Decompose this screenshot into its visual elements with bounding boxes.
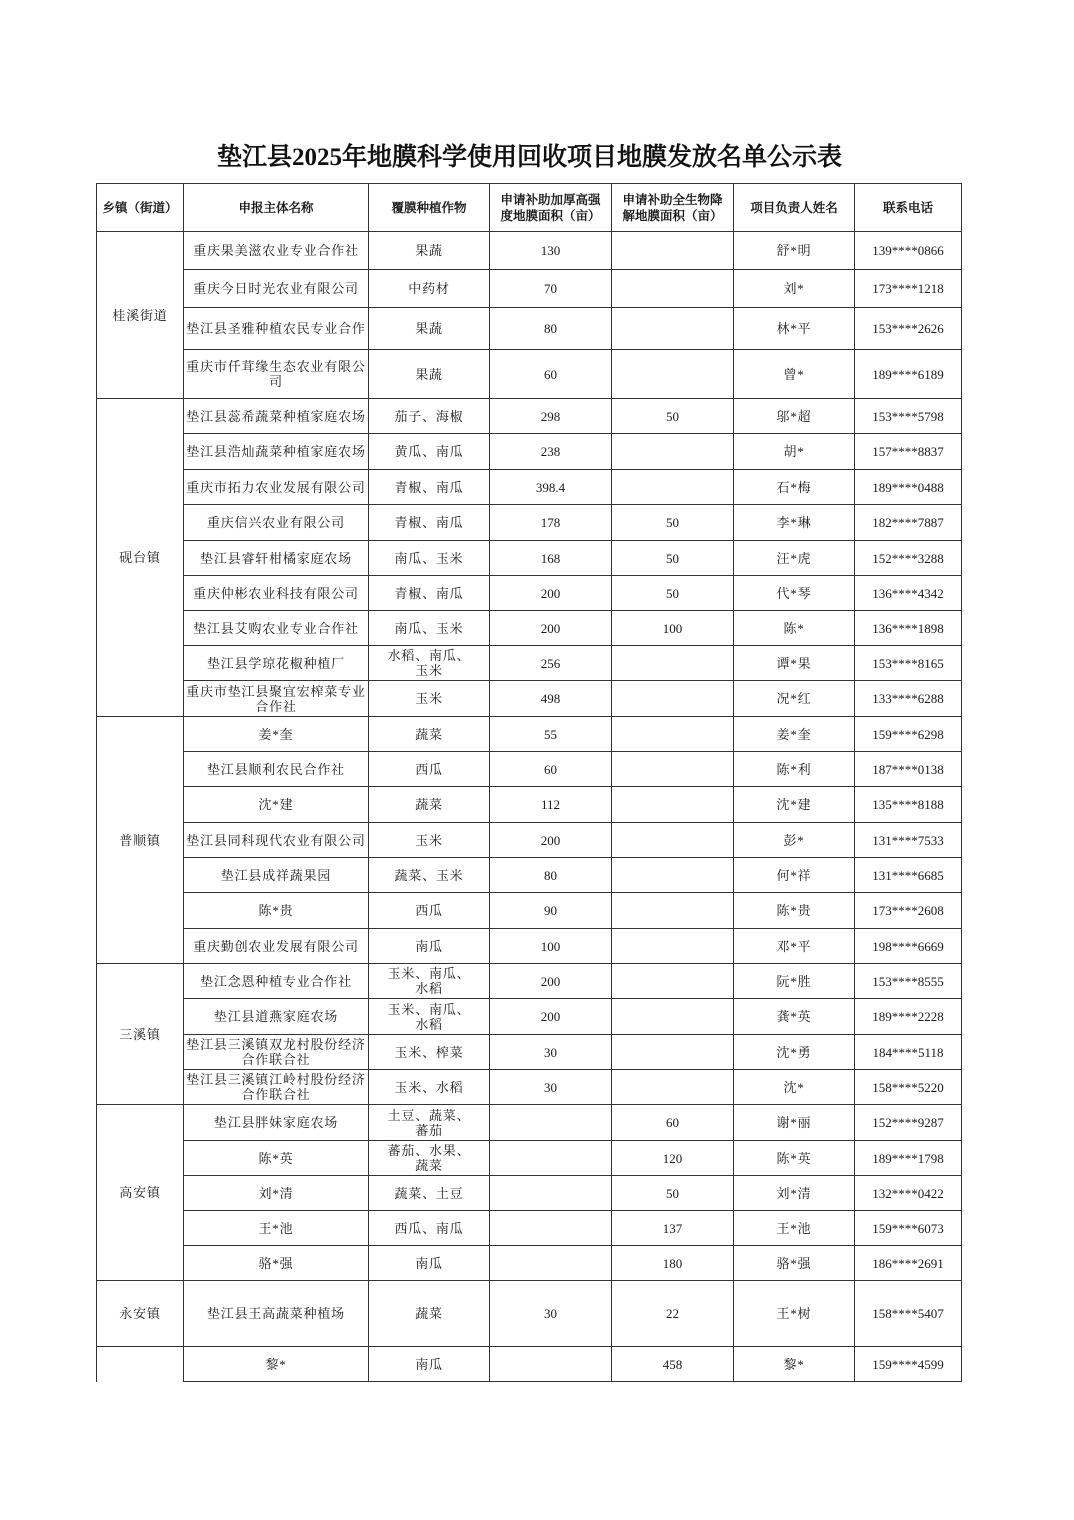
thick-film-area-cell xyxy=(490,1105,612,1141)
crop-cell: 水稻、南瓜、玉米 xyxy=(369,646,490,681)
phone-cell: 153****8555 xyxy=(855,964,962,999)
header-thick-film-area: 申请补助加厚高强度地膜面积（亩） xyxy=(490,184,612,232)
thick-film-area-cell: 60 xyxy=(490,350,612,399)
crop-cell: 青椒、南瓜 xyxy=(369,505,490,541)
thick-film-area-cell: 178 xyxy=(490,505,612,541)
thick-film-area-cell: 200 xyxy=(490,611,612,646)
town-cell: 永安镇 xyxy=(97,1281,184,1347)
entity-name-cell: 重庆勤创农业发展有限公司 xyxy=(184,929,369,964)
biodegradable-film-area-cell xyxy=(612,434,734,470)
crop-cell: 玉米、南瓜、水稻 xyxy=(369,999,490,1035)
biodegradable-film-area-cell: 458 xyxy=(612,1347,734,1382)
town-cell xyxy=(97,1347,184,1382)
header-leader-name: 项目负责人姓名 xyxy=(734,184,855,232)
thick-film-area-cell: 70 xyxy=(490,270,612,308)
document-title: 垫江县2025年地膜科学使用回收项目地膜发放名单公示表 xyxy=(216,144,842,171)
phone-cell: 189****0488 xyxy=(855,470,962,505)
leader-name-cell: 石*梅 xyxy=(734,470,855,505)
crop-cell: 南瓜、玉米 xyxy=(369,611,490,646)
biodegradable-film-area-cell: 60 xyxy=(612,1105,734,1141)
phone-cell: 184****5118 xyxy=(855,1035,962,1070)
header-phone: 联系电话 xyxy=(855,184,962,232)
entity-name-cell: 陈*英 xyxy=(184,1141,369,1176)
biodegradable-film-area-cell: 50 xyxy=(612,399,734,434)
phone-cell: 153****8165 xyxy=(855,646,962,681)
entity-name-cell: 王*池 xyxy=(184,1211,369,1246)
biodegradable-film-area-cell xyxy=(612,858,734,893)
thick-film-area-cell: 200 xyxy=(490,964,612,999)
thick-film-area-cell: 55 xyxy=(490,717,612,752)
leader-name-cell: 沈* xyxy=(734,1070,855,1105)
biodegradable-film-area-cell xyxy=(612,646,734,681)
phone-cell: 136****1898 xyxy=(855,611,962,646)
entity-name-cell: 垫江县艾购农业专业合作社 xyxy=(184,611,369,646)
biodegradable-film-area-cell xyxy=(612,893,734,929)
leader-name-cell: 况*红 xyxy=(734,681,855,717)
leader-name-cell: 邓*平 xyxy=(734,929,855,964)
entity-name-cell: 垫江念恩种植专业合作社 xyxy=(184,964,369,999)
biodegradable-film-area-cell: 100 xyxy=(612,611,734,646)
entity-name-cell: 陈*贵 xyxy=(184,893,369,929)
entity-name-cell: 重庆果美滋农业专业合作社 xyxy=(184,232,369,270)
phone-cell: 182****7887 xyxy=(855,505,962,541)
entity-name-cell: 垫江县顺利农民合作社 xyxy=(184,752,369,787)
phone-cell: 189****1798 xyxy=(855,1141,962,1176)
crop-cell: 中药材 xyxy=(369,270,490,308)
biodegradable-film-area-cell: 50 xyxy=(612,541,734,576)
thick-film-area-cell: 168 xyxy=(490,541,612,576)
thick-film-area-cell: 130 xyxy=(490,232,612,270)
crop-cell: 青椒、南瓜 xyxy=(369,576,490,611)
leader-name-cell: 谢*丽 xyxy=(734,1105,855,1141)
phone-cell: 131****6685 xyxy=(855,858,962,893)
leader-name-cell: 陈*贵 xyxy=(734,893,855,929)
phone-cell: 136****4342 xyxy=(855,576,962,611)
phone-cell: 186****2691 xyxy=(855,1246,962,1281)
leader-name-cell: 姜*奎 xyxy=(734,717,855,752)
entity-name-cell: 垫江县道燕家庭农场 xyxy=(184,999,369,1035)
town-cell: 桂溪街道 xyxy=(97,232,184,399)
biodegradable-film-area-cell: 50 xyxy=(612,505,734,541)
leader-name-cell: 邬*超 xyxy=(734,399,855,434)
biodegradable-film-area-cell: 50 xyxy=(612,576,734,611)
leader-name-cell: 龚*英 xyxy=(734,999,855,1035)
entity-name-cell: 重庆市拓力农业发展有限公司 xyxy=(184,470,369,505)
leader-name-cell: 沈*勇 xyxy=(734,1035,855,1070)
thick-film-area-cell: 112 xyxy=(490,787,612,823)
thick-film-area-cell xyxy=(490,1211,612,1246)
phone-cell: 173****1218 xyxy=(855,270,962,308)
thick-film-area-cell: 90 xyxy=(490,893,612,929)
entity-name-cell: 重庆信兴农业有限公司 xyxy=(184,505,369,541)
leader-name-cell: 王*池 xyxy=(734,1211,855,1246)
leader-name-cell: 曾* xyxy=(734,350,855,399)
crop-cell: 果蔬 xyxy=(369,350,490,399)
crop-cell: 蔬菜 xyxy=(369,787,490,823)
biodegradable-film-area-cell: 120 xyxy=(612,1141,734,1176)
biodegradable-film-area-cell: 22 xyxy=(612,1281,734,1347)
thick-film-area-cell: 200 xyxy=(490,999,612,1035)
biodegradable-film-area-cell xyxy=(612,308,734,350)
entity-name-cell: 垫江县圣雅种植农民专业合作 xyxy=(184,308,369,350)
biodegradable-film-area-cell xyxy=(612,964,734,999)
phone-cell: 189****6189 xyxy=(855,350,962,399)
thick-film-area-cell: 498 xyxy=(490,681,612,717)
phone-cell: 158****5220 xyxy=(855,1070,962,1105)
crop-cell: 土豆、蔬菜、蕃茄 xyxy=(369,1105,490,1141)
phone-cell: 173****2608 xyxy=(855,893,962,929)
header-crop: 覆膜种植作物 xyxy=(369,184,490,232)
biodegradable-film-area-cell xyxy=(612,1070,734,1105)
crop-cell: 蔬菜、土豆 xyxy=(369,1176,490,1211)
phone-cell: 198****6669 xyxy=(855,929,962,964)
leader-name-cell: 胡* xyxy=(734,434,855,470)
entity-name-cell: 垫江县成祥蔬果园 xyxy=(184,858,369,893)
thick-film-area-cell: 238 xyxy=(490,434,612,470)
entity-name-cell: 垫江县三溪镇双龙村股份经济合作联合社 xyxy=(184,1035,369,1070)
thick-film-area-cell xyxy=(490,1176,612,1211)
biodegradable-film-area-cell xyxy=(612,823,734,858)
crop-cell: 蔬菜、玉米 xyxy=(369,858,490,893)
entity-name-cell: 垫江县学琼花椒种植厂 xyxy=(184,646,369,681)
leader-name-cell: 谭*果 xyxy=(734,646,855,681)
thick-film-area-cell: 298 xyxy=(490,399,612,434)
crop-cell: 西瓜、南瓜 xyxy=(369,1211,490,1246)
biodegradable-film-area-cell xyxy=(612,232,734,270)
crop-cell: 茄子、海椒 xyxy=(369,399,490,434)
leader-name-cell: 阮*胜 xyxy=(734,964,855,999)
crop-cell: 蔬菜 xyxy=(369,1281,490,1347)
leader-name-cell: 李*琳 xyxy=(734,505,855,541)
phone-cell: 157****8837 xyxy=(855,434,962,470)
town-cell: 普顺镇 xyxy=(97,717,184,964)
thick-film-area-cell: 30 xyxy=(490,1070,612,1105)
phone-cell: 135****8188 xyxy=(855,787,962,823)
crop-cell: 南瓜 xyxy=(369,929,490,964)
leader-name-cell: 何*祥 xyxy=(734,858,855,893)
crop-cell: 西瓜 xyxy=(369,752,490,787)
crop-cell: 玉米、南瓜、水稻 xyxy=(369,964,490,999)
thick-film-area-cell xyxy=(490,1141,612,1176)
phone-cell: 153****2626 xyxy=(855,308,962,350)
entity-name-cell: 姜*奎 xyxy=(184,717,369,752)
leader-name-cell: 陈* xyxy=(734,611,855,646)
thick-film-area-cell: 80 xyxy=(490,858,612,893)
entity-name-cell: 垫江县三溪镇江岭村股份经济合作联合社 xyxy=(184,1070,369,1105)
leader-name-cell: 刘*清 xyxy=(734,1176,855,1211)
biodegradable-film-area-cell xyxy=(612,929,734,964)
leader-name-cell: 刘* xyxy=(734,270,855,308)
thick-film-area-cell: 256 xyxy=(490,646,612,681)
crop-cell: 玉米 xyxy=(369,681,490,717)
thick-film-area-cell: 200 xyxy=(490,823,612,858)
phone-cell: 158****5407 xyxy=(855,1281,962,1347)
biodegradable-film-area-cell xyxy=(612,470,734,505)
entity-name-cell: 重庆市垫江县聚宜宏榨菜专业合作社 xyxy=(184,681,369,717)
leader-name-cell: 沈*建 xyxy=(734,787,855,823)
entity-name-cell: 重庆今日时光农业有限公司 xyxy=(184,270,369,308)
crop-cell: 果蔬 xyxy=(369,232,490,270)
phone-cell: 139****0866 xyxy=(855,232,962,270)
biodegradable-film-area-cell: 137 xyxy=(612,1211,734,1246)
leader-name-cell: 林*平 xyxy=(734,308,855,350)
biodegradable-film-area-cell xyxy=(612,999,734,1035)
crop-cell: 青椒、南瓜 xyxy=(369,470,490,505)
thick-film-area-cell xyxy=(490,1347,612,1382)
header-town: 乡镇（街道） xyxy=(97,184,184,232)
entity-name-cell: 骆*强 xyxy=(184,1246,369,1281)
crop-cell: 蕃茄、水果、蔬菜 xyxy=(369,1141,490,1176)
leader-name-cell: 黎* xyxy=(734,1347,855,1382)
phone-cell: 187****0138 xyxy=(855,752,962,787)
crop-cell: 果蔬 xyxy=(369,308,490,350)
distribution-table xyxy=(96,183,962,1382)
phone-cell: 152****3288 xyxy=(855,541,962,576)
crop-cell: 玉米、水稻 xyxy=(369,1070,490,1105)
town-cell: 三溪镇 xyxy=(97,964,184,1105)
biodegradable-film-area-cell xyxy=(612,681,734,717)
phone-cell: 189****2228 xyxy=(855,999,962,1035)
crop-cell: 南瓜、玉米 xyxy=(369,541,490,576)
biodegradable-film-area-cell xyxy=(612,270,734,308)
crop-cell: 黄瓜、南瓜 xyxy=(369,434,490,470)
entity-name-cell: 黎* xyxy=(184,1347,369,1382)
header-biodegradable-film-area: 申请补助全生物降解地膜面积（亩） xyxy=(612,184,734,232)
entity-name-cell: 垫江县王高蔬菜种植场 xyxy=(184,1281,369,1347)
entity-name-cell: 重庆市仟茸缘生态农业有限公司 xyxy=(184,350,369,399)
header-entity-name: 申报主体名称 xyxy=(184,184,369,232)
phone-cell: 159****4599 xyxy=(855,1347,962,1382)
biodegradable-film-area-cell xyxy=(612,350,734,399)
crop-cell: 蔬菜 xyxy=(369,717,490,752)
leader-name-cell: 陈*利 xyxy=(734,752,855,787)
thick-film-area-cell: 100 xyxy=(490,929,612,964)
entity-name-cell: 垫江县胖妹家庭农场 xyxy=(184,1105,369,1141)
town-cell: 砚台镇 xyxy=(97,399,184,717)
entity-name-cell: 垫江县同科现代农业有限公司 xyxy=(184,823,369,858)
phone-cell: 152****9287 xyxy=(855,1105,962,1141)
crop-cell: 南瓜 xyxy=(369,1347,490,1382)
crop-cell: 玉米、榨菜 xyxy=(369,1035,490,1070)
crop-cell: 西瓜 xyxy=(369,893,490,929)
thick-film-area-cell: 80 xyxy=(490,308,612,350)
phone-cell: 131****7533 xyxy=(855,823,962,858)
leader-name-cell: 汪*虎 xyxy=(734,541,855,576)
biodegradable-film-area-cell: 180 xyxy=(612,1246,734,1281)
phone-cell: 133****6288 xyxy=(855,681,962,717)
crop-cell: 玉米 xyxy=(369,823,490,858)
leader-name-cell: 陈*英 xyxy=(734,1141,855,1176)
entity-name-cell: 刘*清 xyxy=(184,1176,369,1211)
phone-cell: 132****0422 xyxy=(855,1176,962,1211)
phone-cell: 159****6298 xyxy=(855,717,962,752)
entity-name-cell: 垫江县蕊希蔬菜种植家庭农场 xyxy=(184,399,369,434)
leader-name-cell: 舒*明 xyxy=(734,232,855,270)
biodegradable-film-area-cell xyxy=(612,752,734,787)
leader-name-cell: 代*琴 xyxy=(734,576,855,611)
phone-cell: 159****6073 xyxy=(855,1211,962,1246)
phone-cell: 153****5798 xyxy=(855,399,962,434)
biodegradable-film-area-cell xyxy=(612,717,734,752)
thick-film-area-cell: 30 xyxy=(490,1281,612,1347)
entity-name-cell: 垫江县浩灿蔬菜种植家庭农场 xyxy=(184,434,369,470)
thick-film-area-cell xyxy=(490,1246,612,1281)
entity-name-cell: 重庆仲彬农业科技有限公司 xyxy=(184,576,369,611)
thick-film-area-cell: 398.4 xyxy=(490,470,612,505)
thick-film-area-cell: 30 xyxy=(490,1035,612,1070)
crop-cell: 南瓜 xyxy=(369,1246,490,1281)
leader-name-cell: 彭* xyxy=(734,823,855,858)
biodegradable-film-area-cell: 50 xyxy=(612,1176,734,1211)
thick-film-area-cell: 60 xyxy=(490,752,612,787)
town-cell: 高安镇 xyxy=(97,1105,184,1281)
leader-name-cell: 骆*强 xyxy=(734,1246,855,1281)
entity-name-cell: 垫江县睿轩柑橘家庭农场 xyxy=(184,541,369,576)
biodegradable-film-area-cell xyxy=(612,787,734,823)
thick-film-area-cell: 200 xyxy=(490,576,612,611)
entity-name-cell: 沈*建 xyxy=(184,787,369,823)
biodegradable-film-area-cell xyxy=(612,1035,734,1070)
leader-name-cell: 王*树 xyxy=(734,1281,855,1347)
